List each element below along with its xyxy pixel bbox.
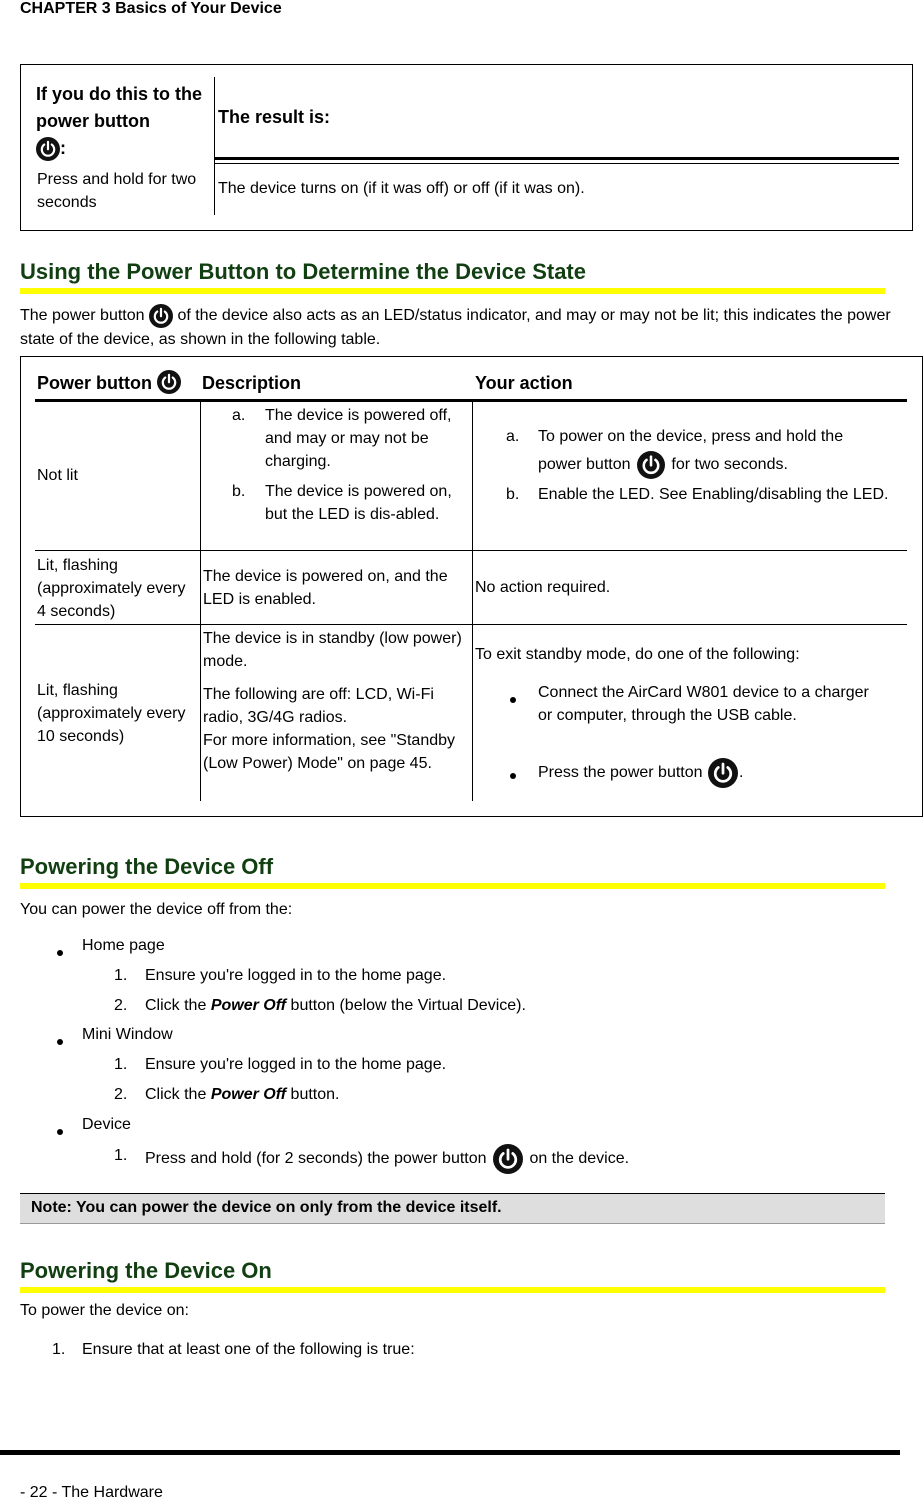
step-number: 2.	[114, 1086, 128, 1103]
section-rule	[20, 288, 885, 294]
header-text: If you do this to the power button	[36, 84, 202, 131]
step-text-part: on the device.	[529, 1150, 630, 1168]
header-rule-thin	[214, 163, 899, 164]
step-number: 1.	[114, 1056, 128, 1073]
action-item: To power on the device, press and hold the	[538, 428, 844, 445]
bullet	[57, 1122, 63, 1140]
power-icon	[491, 1144, 525, 1174]
list-label: a.	[232, 407, 246, 424]
power-icon	[635, 451, 667, 479]
step-number: 1.	[114, 1147, 128, 1164]
action-item: Enable the LED. See Enabling/disabling the LED.	[538, 486, 889, 503]
section-title-device-state: Using the Power Button to Determine the Device State	[20, 259, 586, 284]
row-divider	[35, 624, 907, 625]
bullet	[510, 766, 516, 784]
header-rule	[35, 399, 907, 402]
step-text: Ensure you're logged in to the home page.	[145, 1056, 447, 1073]
chapter-header: CHAPTER 3 Basics of Your Device	[20, 0, 282, 17]
column-header-action: Your action	[475, 373, 573, 393]
section-title-power-off: Powering the Device Off	[20, 854, 274, 879]
action-text: power button	[538, 456, 631, 474]
action-item: No action required.	[475, 579, 611, 596]
step-text	[145, 997, 526, 1015]
step-emphasis: Power Off	[210, 1086, 287, 1103]
list-label: b.	[232, 483, 246, 500]
column-header-description: Description	[202, 373, 302, 393]
column-header-power-button	[37, 373, 181, 394]
bullet	[510, 690, 516, 708]
action-intro: To exit standby mode, do one of the following:	[475, 646, 800, 663]
section-rule	[20, 1287, 885, 1293]
step-text-part: Press and hold (for 2 seconds) the power button	[145, 1150, 487, 1168]
description-item: The device is in standby (low power) mode.	[203, 630, 462, 670]
header-colon: :	[60, 138, 66, 158]
list-item: Mini Window	[82, 1026, 173, 1043]
section-intro	[20, 304, 900, 351]
led-state-table	[20, 356, 923, 817]
section-intro: To power the device on:	[20, 1302, 189, 1319]
action-item	[538, 758, 743, 788]
table-cell-action: Press and hold for two seconds	[37, 171, 197, 211]
list-item: Home page	[82, 937, 165, 954]
section-rule	[20, 883, 885, 889]
action-item-line2	[538, 451, 788, 479]
intro-text-a: The power button	[20, 307, 145, 325]
action-text: for two seconds.	[671, 456, 788, 474]
bullet	[57, 1032, 63, 1050]
note-box: Note: You can power the device on only from the device itself.	[20, 1193, 885, 1224]
row-divider	[35, 550, 907, 551]
list-item: Device	[82, 1116, 131, 1133]
step-number: 1.	[114, 967, 128, 984]
action-text: .	[739, 764, 744, 782]
step-text	[145, 1144, 629, 1174]
state-flashing-10s: Lit, flashing (approximately every 10 seconds)	[37, 682, 186, 745]
description-item: The following are off: LCD, Wi-Fi radio, 3G/4G radios.	[203, 686, 434, 726]
power-button-action-table	[20, 64, 913, 231]
list-label: a.	[506, 428, 520, 445]
description-item: The device is powered on, and the LED is enabled.	[203, 568, 448, 608]
step-text-part: button.	[290, 1086, 340, 1103]
table-cell-result: The device turns on (if it was off) or off (if it was on).	[218, 180, 585, 197]
action-item: Connect the AirCard W801 device to a charger or computer, through the USB cable.	[538, 684, 869, 724]
step-text: Ensure you're logged in to the home page.	[145, 967, 447, 984]
list-label: b.	[506, 486, 520, 503]
state-not-lit: Not lit	[37, 467, 78, 484]
intro-text-b: of the device also acts as an LED/status indicator, and may or may not be lit; this indicates the power state of the device, as shown in the following table.	[20, 307, 891, 348]
step-emphasis: Power Off	[210, 997, 287, 1014]
step-text-part: Click the	[145, 997, 207, 1014]
section-intro: You can power the device off from the:	[20, 901, 293, 918]
power-icon	[36, 137, 60, 161]
power-icon	[157, 370, 181, 394]
header-rule	[214, 157, 899, 160]
bullet	[57, 943, 63, 961]
power-icon	[707, 758, 739, 788]
state-flashing-4s: Lit, flashing (approximately every 4 seconds)	[37, 557, 186, 620]
column-divider	[472, 401, 473, 801]
description-item: For more information, see "Standby (Low Power) Mode" on page 45.	[203, 732, 456, 772]
step-number: 2.	[114, 997, 128, 1014]
footer-rule	[0, 1450, 900, 1455]
header-label: Power button	[37, 373, 152, 393]
step-text-part: Click the	[145, 1086, 207, 1103]
step-number: 1.	[52, 1341, 66, 1358]
power-icon	[149, 304, 173, 328]
table-header-action	[36, 81, 216, 162]
description-item: The device is powered on, but the LED is dis-abled.	[265, 483, 452, 523]
step-text: Ensure that at least one of the following is true:	[82, 1341, 415, 1358]
table-header-result: The result is:	[218, 107, 331, 127]
column-divider	[214, 77, 215, 215]
section-title-power-on: Powering the Device On	[20, 1258, 272, 1283]
description-item: The device is powered off, and may or may not be charging.	[265, 407, 452, 470]
action-text: Press the power button	[538, 764, 703, 782]
page-footer: - 22 - The Hardware	[20, 1484, 163, 1501]
step-text-part: button (below the Virtual Device).	[290, 997, 526, 1014]
step-text	[145, 1086, 339, 1104]
